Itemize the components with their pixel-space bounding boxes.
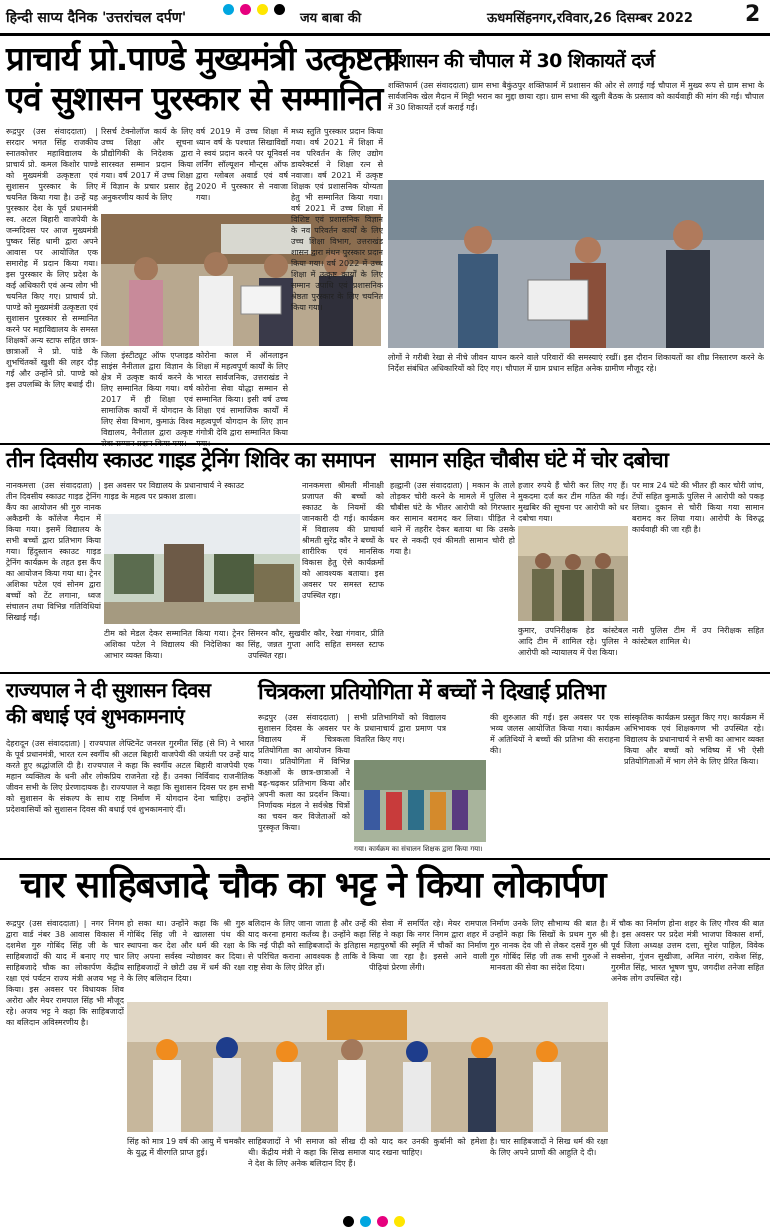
divider-2	[0, 672, 770, 674]
chaupal-body: शक्तिफार्म (उस संवाददाता) ग्राम सभा बैकुंठपुर शक्तिफार्म में प्रशासन की ओर से लगाई गई चौपाल में मुख्य रूप से ग्राम सभा के सार्वजनिक खेल मैदान में मिट्टी भरान का मुद्दा छाया रहा। ग्राम सभा की खुली बैठक के प्रस्ताव को कार्यवाही की मांग की गई। चौपाल में 30 शिकायतें दर्ज कराई गईं।	[388, 81, 764, 112]
page-number: 2	[745, 2, 761, 27]
scout-column-2-lower: टीम को मेडल देकर सम्मानित किया गया। ट्रेनर अशिका पटेल ने विद्यालय की निदेशिका का आभार व्यक्त किया।	[104, 629, 244, 660]
chaupal-photo	[388, 180, 764, 348]
drawing-column-1: रूद्रपुर (उस संवाददाता) | सुशासन दिवस के अवसर पर विद्यालय में चित्रकला प्रतियोगिता का आयोजन किया गया। प्रतियोगिता में विभिन्न कक्षाओं के छात्र-छात्राओं ने बढ़-चढ़कर प्रतिभाग किया और अपनी कला का प्रदर्शन किया। निर्णायक मंडल ने सर्वश्रेष्ठ चित्रों का चयन कर विजेताओं को पुरस्कृत किया।	[258, 713, 350, 832]
headline-chaupal: प्रशासन की चौपाल में 30 शिकायतें दर्ज	[388, 50, 655, 72]
chaupal-body-lower: लोगों ने गरीबी रेखा से नीचे जीवन यापन करने वाले परिवारों की समस्याएं रखीं। इस दौरान शिकायतों का शीघ्र निस्तारण करने के निर्देश संबंधित अधिकारियों को दिए गए। चौपाल में ग्राम प्रधान सहित अनेक ग्रामीण मौजूद रहे।	[388, 353, 764, 373]
chowk-column-5-lower: है। चार साहिबजादों ने सिख धर्म की रक्षा के लिए अपने प्राणों की आहुति दे दी।	[490, 1137, 608, 1157]
headline-governor-line1: राज्यपाल ने दी सुशासन दिवस	[6, 678, 211, 702]
footer-registration-marks	[340, 1212, 408, 1231]
headline-scout: तीन दिवसीय स्काउट गाइड ट्रेनिंग शिविर का समापन	[6, 448, 375, 472]
principal-column-2-lower: जिला इंस्टीट्यूट ऑफ एप्लाइड साइंस नैनीताल द्वारा विज्ञान के क्षेत्र में उत्कृष्ट कार्य करने के लिए सम्मानित किया गया। वर्ष 2017 में ही शिक्षा एवं सामाजिक कार्यों में योगदान के लिए सेवा विभाग, कुमाऊं विश्व विद्यालय, नैनीताल द्वारा उत्कृष्ट	[101, 351, 193, 437]
chowk-column-4: की सेवा में समर्पित रहे। मेयर रामपाल सिंह ने कहा कि नगर निगम द्वारा शहर में महापुरुषों की स्मृति में चौकों का निर्माण किया जा रहा है। इससे आने वाली पीढ़ियां प्रेरणा लेंगी।	[369, 919, 487, 972]
headline-governor-line2: की बधाई एवं शुभकामनाएं	[6, 704, 184, 728]
principal-column-4: मध्य स्तुति पुरस्कार प्रदान किया गया। वर्ष 2021 में शिक्षा में नव परिवर्तन के लिए उद्योग डायरेक्टर्स ने शिक्षा रत्न से नवाजा। वर्ष 2021 में उत्कृष्ट शिक्षक एवं प्रशासनिक योग्यता हेतु भी सम्मानित किया गया। वर्ष 2021 में उच्च शिक्षा में विशिष्ट एवं प्रशासनिक विज्ञान के नव परिवर्तन कार्यों के लिए उच्च शिक्षा विभाग, उत्तराखंड शासन द्वारा मंथन पुरस्कार प्रदान किया गया। वर्ष 2022 में उच्च शिक्षा में उत्कृष्ट कार्यों के लिए सम्मान उपाधि एवं प्रशासनिक श्रेष्ठता पुरस्कार के लिए चयनित किया गया।	[291, 127, 383, 312]
header-rule	[0, 33, 770, 36]
chowk-column-4-lower: को याद कर उनकी कुर्बानी को हमेशा याद रखना चाहिए।	[369, 1137, 487, 1157]
scout-column-3: नानकमत्ता श्रीमती मीनाक्षी प्रजापत की बच्चों को स्काउट के नियमों की जानकारी दी गई। कार्यक्रम में विद्यालय की प्राचार्या श्रीमती सुरेंद्र कौर ने बच्चों के शारीरिक एवं मानसिक विकास हेतु ऐसे कार्यक्रमों को आवश्यक बताया। इस अवसर पर समस्त स्टाफ उपस्थित रहा।	[302, 481, 384, 600]
chowk-column-3-lower: साहिबजादों ने भी समाज को सीख दी थी। केंद्रीय मंत्री ने कहा कि सिख समाज ने देश के लिए अनेक बलिदान दिए हैं।	[248, 1137, 366, 1168]
theft-column-3: पर मात्र 24 घंटे की भीतर ही कार चोरी जांच, टेंपों सहित कुमाऊँ पुलिस ने आरोपी को पकड़ लिया। दुकान से चोरी किया गया सामान बरामद कर लिया गया। आरोपी के विरुद्ध कार्यवाही की जा रही है।	[632, 481, 764, 534]
color-registration-marks	[220, 0, 288, 19]
principal-column-3-lower: कोरोना काल में ऑनलाइन शिक्षा में महत्वपूर्ण कार्यों के लिए भारत सार्वजनिक, उत्तराखंड ने कोरोना सेवा योद्धा सम्मान से सम्मानित किया। इसी वर्ष उच्च शिक्षा एवं सामाजिक कार्यों में महत्वपूर्ण योगदान के लिए ज्ञान गंगोत्री देवि द्वारा सम्मानित किया	[196, 351, 288, 437]
chowk-column-2: हो सका था। उन्होंने कहा कि श्री गुरु गोबिंद सिंह जी ने खालसा पंथ की स्थापना कर देश और धर्म की रक्षा के लिए अपना सर्वस्व न्योछावर कर दिया। साहिबजादों ने छोटी उम्र में धर्म की रक्षा के लिए बलिदान दिया।	[127, 919, 245, 983]
masthead	[0, 0, 770, 38]
principal-column-3: वर्ष 2019 में उच्च शिक्षा में ध्यान वर्ष के पश्चात सिखाविद्यों ने स्वयं प्रदान करने पर यूनिवर्स लर्निंग सॉल्यूशन मौन्ट्स ऑफ द्वारा ग्लोबल अवार्ड एवं वर्ष 2020 में पुरस्कार से नवाजा गया।	[196, 127, 288, 202]
principal-column-2: रिसर्च टेक्नोलॉज कार्य के लिए उच्च शिक्षा और सूचना प्रौद्योगिकी के निदेशक द्वारा सारस्वत सम्मान प्रदान किया गया। वर्ष 2017 में उच्च शिक्षा में विज्ञान के प्रचार प्रसार हेतु अनुकरणीय कार्य के लिए	[101, 127, 193, 202]
headline-chowk: चार साहिबजादे चौक का भट्ट ने किया लोकार्पण	[20, 865, 606, 906]
headline-theft: सामान सहित चौबीस घंटे में चोर दबोचा	[390, 448, 669, 472]
scout-column-2: इस अवसर पर विद्यालय के प्रधानाचार्य ने स्काउट गाइड के महत्व पर प्रकाश डाला।	[104, 481, 244, 501]
headline-principal-line1: प्राचार्य प्रो.पाण्डे मुख्यमंत्री उत्कृष्टता	[6, 39, 400, 78]
scout-column-3-lower: सिमरन कौर, सुखवीर कौर, रेखा गंगवार, प्रीति सिंह, जन्नत गुप्ता आदि सहित समस्त स्टाफ उपस्थित रहा।	[248, 629, 384, 660]
divider-1	[0, 443, 770, 445]
masthead-motto: जय बाबा की	[300, 11, 362, 26]
chowk-column-5: निर्माण उनके लिए सौभाग्य की बात है। उन्होंने कहा कि सिखों के प्रथम गुरु श्री गुरु नानक देव जी से लेकर दसवें गुरु श्री गुरु गोबिंद सिंह जी तक सभी गुरुओं ने मानवता की सेवा का संदेश दिया।	[490, 919, 608, 972]
drawing-column-2: सभी प्रतिभागियों को विद्यालय के प्रधानाचार्य द्वारा प्रमाण पत्र वितरित किए गए।	[354, 713, 446, 744]
chowk-column-1: रूद्रपुर (उस संवाददाता) | नगर निगम द्वारा वार्ड नंबर 38 आवास विकास में दशमेश गुरु गोबिंद सिंह जी के चार साहिबजादों की याद में बनाए गए चार साहिबजादे चौक का लोकार्पण केंद्रीय रक्षा एवं पर्यटन राज्य मंत्री अजय भट्ट ने किया। इस अवसर पर विधायक शिव अरोरा और मेयर रामपाल सिंह भी मौजूद रहे। अजय भट्ट ने कहा कि साहिबजादों का बलिदान अविस्मरणीय है।	[6, 919, 124, 1027]
theft-column-2: हजार रुपये हैं चोरी कर लिए गए हैं। मुकदमा दर्ज कर टीम गठित की गई। मुखबिर की सूचना पर आरोपी को धर दबोचा गया।	[518, 481, 628, 522]
theft-photo	[518, 526, 628, 621]
scout-photo	[104, 514, 300, 624]
drawing-column-3: की शुरुआत की गई। इस अवसर पर एक भव्य जलस आयोजित किया गया। कार्यक्रम में अतिथियों ने बच्चों की प्रतिभा की सराहना की।	[490, 713, 620, 755]
drawing-caption: गया। कार्यक्रम का संचालन शिक्षक द्वारा किया गया।	[354, 845, 483, 853]
newspaper-name: हिन्दी साप्य दैनिक 'उत्तरांचल दर्पण'	[6, 10, 187, 26]
chowk-photo	[127, 1002, 608, 1132]
drawing-column-4: सांस्कृतिक कार्यक्रम प्रस्तुत किए गए। कार्यक्रम में अभिभावक एवं शिक्षकगण भी उपस्थित रहे। विद्यालय के प्रधानाचार्य ने सभी का आभार व्यक्त किया और बच्चों को भविष्य में भी ऐसी प्रतियोगिताओं में भाग लेने के लिए प्रेरित किया।	[624, 713, 764, 766]
principal-column-1: रूद्रपुर (उस संवाददाता) | सरदार भगत सिंह राजकीय स्नातकोत्तर महाविद्यालय के प्राचार्य प्रो. कमल किशोर पाण्डे को मुख्यमंत्री उत्कृष्टता एवं सुशासन पुरस्कार के लिए चयनित किया गया है। उन्हें यह पुरस्कार देश के पूर्व प्रधानमंत्री स्व. अटल बिहारी वाजपेयी के जन्मदिवस पर आज मुख्यमंत्री पुष्कर सिंह धामी द्वारा अपने आवास पर आयोजित एक समारोह में प्रदान किया गया। इस पुरस्कार के लिए प्रदेश के कई अधिकारी एवं अन्य लोग भी चयनित किए गए। प्राचार्य प्रो. पाण्डे को मुख्यमंत्री उत्कृष्टता एवं सुशासन पुरस्कार से सम्मानित करने पर महाविद्यालय के समस्त शिक्षकों अन्य स्टाफ सहित छात्र-छात्राओं ने प्रो. पांडे के शुभचिंतकों खुशी की लहर दौड़ गई और उन्होंने प्रो. पाण्डे को इस उपलब्धि के लिए बधाई दी।	[6, 127, 98, 389]
headline-drawing: चित्रकला प्रतियोगिता में बच्चों ने दिखाई प्रतिभा	[258, 680, 606, 705]
theft-column-1: हल्द्वानी (उस संवाददाता) | मकान के ताले तोड़कर चोरी करने के मामले में पुलिस ने चौबीस घंटे के भीतर आरोपी को गिरफ्तार कर सामान बरामद कर लिया। पीड़ित ने थाने में तहरीर देकर बताया था कि उसके घर से नकदी एवं कीमती सामान चोरी हो गया है।	[390, 481, 515, 556]
theft-column-lower: कुमार, उपनिरीक्षक हेड कांस्टेबल आदि टीम में शामिल रहे। पुलिस ने आरोपी को न्यायालय में पेश किया।	[518, 626, 628, 657]
dateline: ऊधमसिंहनगर,रविवार,26 दिसम्बर 2022	[487, 11, 693, 26]
theft-column-3-lower: नारी पुलिस टीम में उप निरीक्षक सहित कांस्टेबल शामिल थे।	[632, 626, 764, 646]
chowk-column-3: बलिदान के लिए जाना जाता है और उन्हें याद करना हमारा कर्तव्य है। उन्होंने कहा कि नई पीढ़ी को साहिबजादों के इतिहास से परिचित कराना आवश्यक है ताकि वे राष्ट्र सेवा के लिए प्रेरित हों।	[248, 919, 366, 972]
divider-3	[0, 858, 770, 860]
drawing-photo	[354, 760, 486, 842]
chowk-column-6: में चौक का निर्माण होना शहर के लिए गौरव की बात है। इस अवसर पर प्रदेश मंत्री भाजपा विकास शर्मा, पूर्व जिला अध्यक्ष उत्तम दत्ता, सुरेश पाहिल, विवेक सक्सेना, गुंजन सुखीजा, अमित नारंग, राकेश सिंह, गुरमीत सिंह, भारत भूषण चुघ, जगदीश तनेजा सहित अनेक लोग उपस्थित रहे।	[611, 919, 764, 983]
headline-principal-line2: एवं सुशासन पुरस्कार से सम्मानित	[6, 79, 383, 118]
governor-body: देहरादून (उस संवाददाता) | राज्यपाल लेफ्टिनेंट जनरल गुरमीत सिंह (से नि) ने भारत के पूर्व प्रधानमंत्री, भारत रत्न स्वर्गीय श्री अटल बिहारी वाजपेयी की जयंती पर उन्हें याद करते हुए श्रद्धांजलि दी है। राज्यपाल ने कहा कि स्वर्गीय अटल बिहारी वाजपेयी एक महान व्यक्तित्व के धनी और लोकप्रिय राजनेता रहे हैं। उनका निर्विवाद राजनीतिक जीवन सभी के लिए प्रेरणादायक है। राज्यपाल ने कहा कि सुशासन दिवस पर हम सभी को सुशासन के संकल्प के साथ राष्ट्र निर्माण में योगदान देना चाहिए। उन्होंने प्रदेशवासियों को सुशासन दिवस की बधाई एवं शुभकामनाएं दीं।	[6, 739, 254, 814]
chowk-column-2-lower: सिंह को मात्र 19 वर्ष की आयु में चमकौर के युद्ध में वीरगति प्राप्त हुई।	[127, 1137, 245, 1157]
scout-column-1: नानकमत्ता (उस संवाददाता) | तीन दिवसीय स्काउट गाइड ट्रेनिंग कैंप का आयोजन श्री गुरु नानक अकैडमी के कॉलेज मैदान में किया गया। इसमें विद्यालय के सभी बच्चों द्वारा प्रतिभाग किया गया। हिंदुस्तान स्काउट गाइड ट्रेनिंग कार्यक्रम के तहत इस कैंप का आयोजन किया गया था। ट्रेनर अशिका पटेल एवं सोनम द्वारा बच्चों को टेंट लगाना, ध्वज संचालन तथा विभिन्न गतिविधियां सिखाई गईं।	[6, 481, 101, 622]
